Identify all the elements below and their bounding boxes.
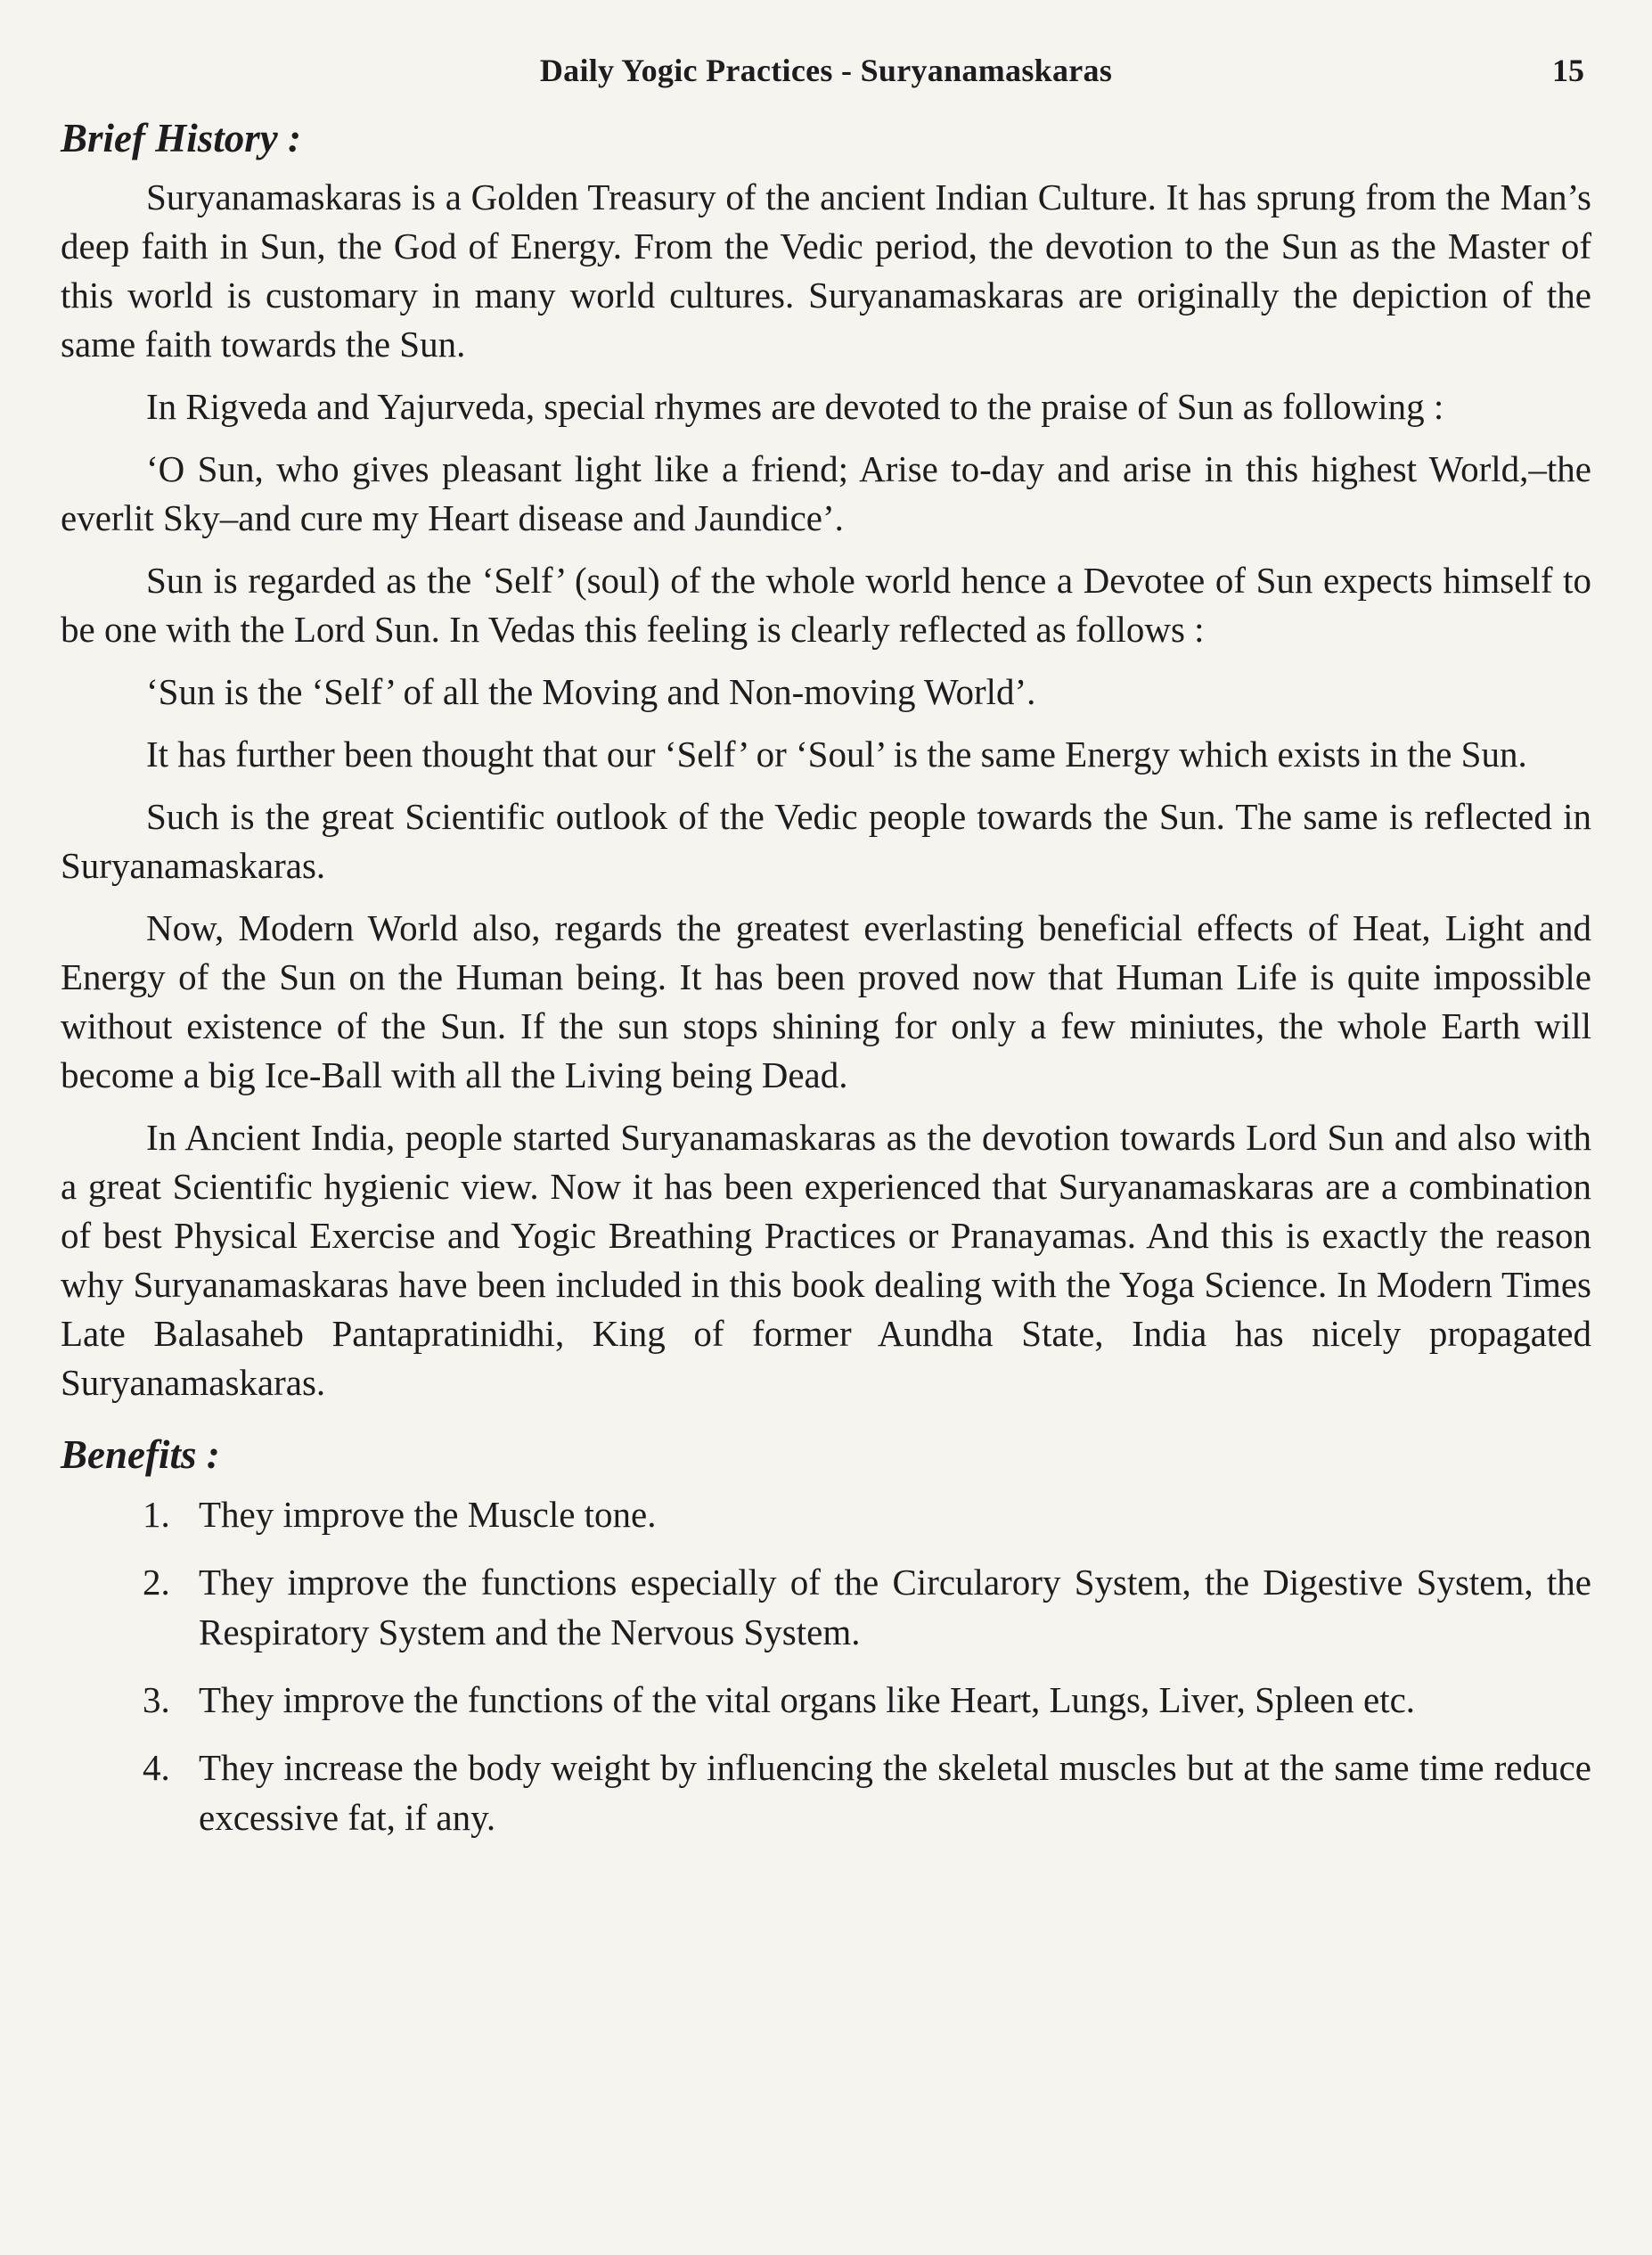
benefit-number: 3. xyxy=(143,1679,170,1720)
running-header xyxy=(61,46,1591,100)
benefit-text: They improve the functions especially of the Circularory System, the Digestive System, the Respiratory System and the Nervous System. xyxy=(199,1562,1591,1652)
benefit-item xyxy=(61,1557,1591,1657)
page-number: 15 xyxy=(1552,53,1584,88)
benefit-number: 2. xyxy=(143,1562,170,1603)
brief-history-heading: Brief History : xyxy=(61,116,301,160)
benefit-item xyxy=(61,1489,1591,1539)
benefit-text: They improve the functions of the vital organs like Heart, Lungs, Liver, Spleen etc. xyxy=(199,1679,1416,1720)
benefits-section xyxy=(61,1429,1591,1842)
running-header-title: Daily Yogic Practices - Suryanamaskaras xyxy=(539,53,1113,88)
history-paragraph: In Rigveda and Yajurveda, special rhymes are devoted to the praise of Sun as following : xyxy=(146,386,1444,427)
benefit-item xyxy=(61,1675,1591,1725)
history-paragraph: In Ancient India, people started Suryanamaskaras as the devotion towards Lord Sun and also with a great Scientific hygienic view. Now it has been experienced that Suryanamaskaras are a combination of best Physical Exercise and Yogic Breathing Practices or Pranayamas. And this is exactly the reason why Suryanamaskaras have been included in this book dealing with the Yoga Science. In Modern Times Late Balasaheb Pantapratinidhi, King of former Aundha State, India has nicely propagated Suryanamaskaras. xyxy=(61,1117,1591,1403)
brief-history-section xyxy=(61,112,1591,1407)
benefit-text: They increase the body weight by influencing the skeletal muscles but at the same time reduce excessive fat, if any. xyxy=(199,1747,1591,1838)
benefit-number: 4. xyxy=(143,1747,170,1788)
history-paragraph: It has further been thought that our ‘Self’ or ‘Soul’ is the same Energy which exists in the Sun. xyxy=(146,734,1527,775)
history-quote: ‘O Sun, who gives pleasant light like a friend; Arise to-day and arise in this highest World,–the everlit Sky–and cure my Heart disease and Jaundice’. xyxy=(61,448,1591,538)
benefit-number: 1. xyxy=(143,1494,170,1535)
history-paragraph: Suryanamaskaras is a Golden Treasury of the ancient Indian Culture. It has sprung from the Man’s deep faith in Sun, the God of Energy. From the Vedic period, the devotion to the Sun as the Master of this world is customary in many world cultures. Suryanamaskaras are originally the depiction of the same faith towards the Sun. xyxy=(61,176,1591,365)
benefit-text: They improve the Muscle tone. xyxy=(199,1494,657,1535)
history-paragraph: Now, Modern World also, regards the greatest everlasting beneficial effects of Heat, Light and Energy of the Sun on the Human being. It has been proved now that Human Life is quite impossible without existence of the Sun. If the sun stops shining for only a few miniutes, the whole Earth will become a big Ice-Ball with all the Living being Dead. xyxy=(61,907,1591,1095)
history-paragraph: Such is the great Scientific outlook of the Vedic people towards the Sun. The same is reflected in Suryanamaskaras. xyxy=(61,796,1591,886)
benefits-list xyxy=(61,1489,1591,1842)
history-quote: ‘Sun is the ‘Self’ of all the Moving and Non-moving World’. xyxy=(146,671,1036,712)
benefits-heading: Benefits : xyxy=(61,1432,220,1477)
history-paragraph: Sun is regarded as the ‘Self’ (soul) of the whole world hence a Devotee of Sun expects himself to be one with the Lord Sun. In Vedas this feeling is clearly reflected as follows : xyxy=(61,560,1591,650)
benefit-item xyxy=(61,1742,1591,1842)
